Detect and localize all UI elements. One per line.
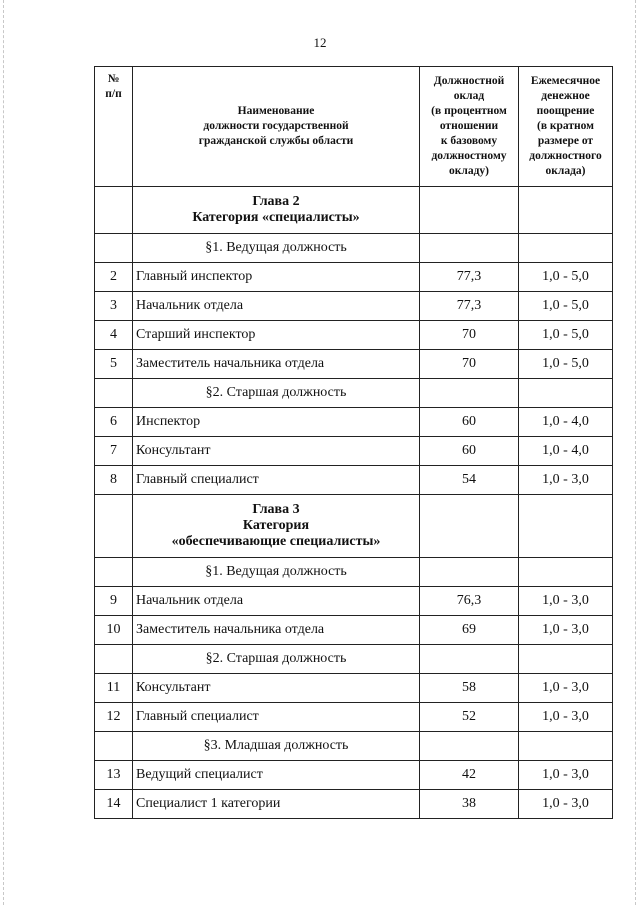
row-number: 4: [95, 321, 133, 350]
empty-cell: [519, 645, 613, 674]
salary-table: [94, 66, 613, 819]
empty-cell: [95, 187, 133, 234]
position-name: Главный инспектор: [133, 263, 420, 292]
section-title: §2. Старшая должность: [133, 645, 420, 674]
table-row: [95, 292, 613, 321]
salary-value: 77,3: [420, 263, 519, 292]
chapter-title: Глава 2 Категория «специалисты»: [133, 187, 420, 234]
position-name: Начальник отдела: [133, 587, 420, 616]
scan-edge-right: [635, 0, 637, 905]
salary-value: 42: [420, 761, 519, 790]
table-row: [95, 616, 613, 645]
empty-cell: [420, 187, 519, 234]
salary-value: 69: [420, 616, 519, 645]
position-name: Инспектор: [133, 408, 420, 437]
empty-cell: [95, 732, 133, 761]
chapter-row: [95, 187, 613, 234]
empty-cell: [420, 379, 519, 408]
empty-cell: [420, 645, 519, 674]
empty-cell: [519, 558, 613, 587]
position-name: Старший инспектор: [133, 321, 420, 350]
section-row: [95, 558, 613, 587]
empty-cell: [519, 187, 613, 234]
bonus-value: 1,0 - 3,0: [519, 466, 613, 495]
table-row: [95, 408, 613, 437]
scan-edge-left: [3, 0, 5, 905]
bonus-value: 1,0 - 3,0: [519, 703, 613, 732]
table-row: [95, 437, 613, 466]
bonus-value: 1,0 - 3,0: [519, 587, 613, 616]
empty-cell: [519, 379, 613, 408]
position-name: Главный специалист: [133, 466, 420, 495]
position-name: Заместитель начальника отдела: [133, 616, 420, 645]
table-row: [95, 350, 613, 379]
empty-cell: [95, 379, 133, 408]
bonus-value: 1,0 - 4,0: [519, 408, 613, 437]
header-number: № п/п: [95, 67, 133, 187]
position-name: Консультант: [133, 437, 420, 466]
table-row: [95, 790, 613, 819]
table-row: [95, 466, 613, 495]
salary-value: 76,3: [420, 587, 519, 616]
salary-value: 52: [420, 703, 519, 732]
table-body: [95, 187, 613, 819]
row-number: 10: [95, 616, 133, 645]
salary-value: 77,3: [420, 292, 519, 321]
table-row: [95, 703, 613, 732]
table-row: [95, 263, 613, 292]
bonus-value: 1,0 - 5,0: [519, 350, 613, 379]
row-number: 5: [95, 350, 133, 379]
row-number: 13: [95, 761, 133, 790]
position-name: Консультант: [133, 674, 420, 703]
position-name: Заместитель начальника отдела: [133, 350, 420, 379]
salary-value: 38: [420, 790, 519, 819]
empty-cell: [420, 558, 519, 587]
row-number: 11: [95, 674, 133, 703]
salary-value: 60: [420, 437, 519, 466]
salary-value: 54: [420, 466, 519, 495]
row-number: 7: [95, 437, 133, 466]
section-title: §2. Старшая должность: [133, 379, 420, 408]
bonus-value: 1,0 - 3,0: [519, 761, 613, 790]
header-position-name: Наименование должности государственной гражданской службы области: [133, 67, 420, 187]
chapter-title: Глава 3 Категория «обеспечивающие специалисты»: [133, 495, 420, 558]
bonus-value: 1,0 - 5,0: [519, 321, 613, 350]
bonus-value: 1,0 - 5,0: [519, 292, 613, 321]
salary-value: 70: [420, 321, 519, 350]
empty-cell: [95, 234, 133, 263]
row-number: 12: [95, 703, 133, 732]
empty-cell: [519, 234, 613, 263]
position-name: Начальник отдела: [133, 292, 420, 321]
row-number: 3: [95, 292, 133, 321]
empty-cell: [95, 558, 133, 587]
table-row: [95, 587, 613, 616]
empty-cell: [519, 732, 613, 761]
position-name: Специалист 1 категории: [133, 790, 420, 819]
table-row: [95, 321, 613, 350]
bonus-value: 1,0 - 3,0: [519, 674, 613, 703]
empty-cell: [420, 495, 519, 558]
empty-cell: [519, 495, 613, 558]
chapter-row: [95, 495, 613, 558]
table-row: [95, 674, 613, 703]
salary-value: 70: [420, 350, 519, 379]
salary-value: 58: [420, 674, 519, 703]
empty-cell: [420, 732, 519, 761]
bonus-value: 1,0 - 5,0: [519, 263, 613, 292]
row-number: 9: [95, 587, 133, 616]
empty-cell: [420, 234, 519, 263]
section-title: §1. Ведущая должность: [133, 558, 420, 587]
table-header-row: [95, 67, 613, 187]
empty-cell: [95, 645, 133, 674]
row-number: 6: [95, 408, 133, 437]
header-salary: Должностной оклад (в процентном отношении к базовому должностному окладу): [420, 67, 519, 187]
bonus-value: 1,0 - 3,0: [519, 790, 613, 819]
section-row: [95, 234, 613, 263]
header-bonus: Ежемесячное денежное поощрение (в кратном размере от должностного оклада): [519, 67, 613, 187]
row-number: 14: [95, 790, 133, 819]
bonus-value: 1,0 - 3,0: [519, 616, 613, 645]
position-name: Ведущий специалист: [133, 761, 420, 790]
bonus-value: 1,0 - 4,0: [519, 437, 613, 466]
section-row: [95, 732, 613, 761]
table-row: [95, 761, 613, 790]
position-name: Главный специалист: [133, 703, 420, 732]
row-number: 8: [95, 466, 133, 495]
salary-value: 60: [420, 408, 519, 437]
section-row: [95, 645, 613, 674]
section-title: §1. Ведущая должность: [133, 234, 420, 263]
page-number: 12: [313, 35, 327, 50]
section-title: §3. Младшая должность: [133, 732, 420, 761]
section-row: [95, 379, 613, 408]
row-number: 2: [95, 263, 133, 292]
empty-cell: [95, 495, 133, 558]
